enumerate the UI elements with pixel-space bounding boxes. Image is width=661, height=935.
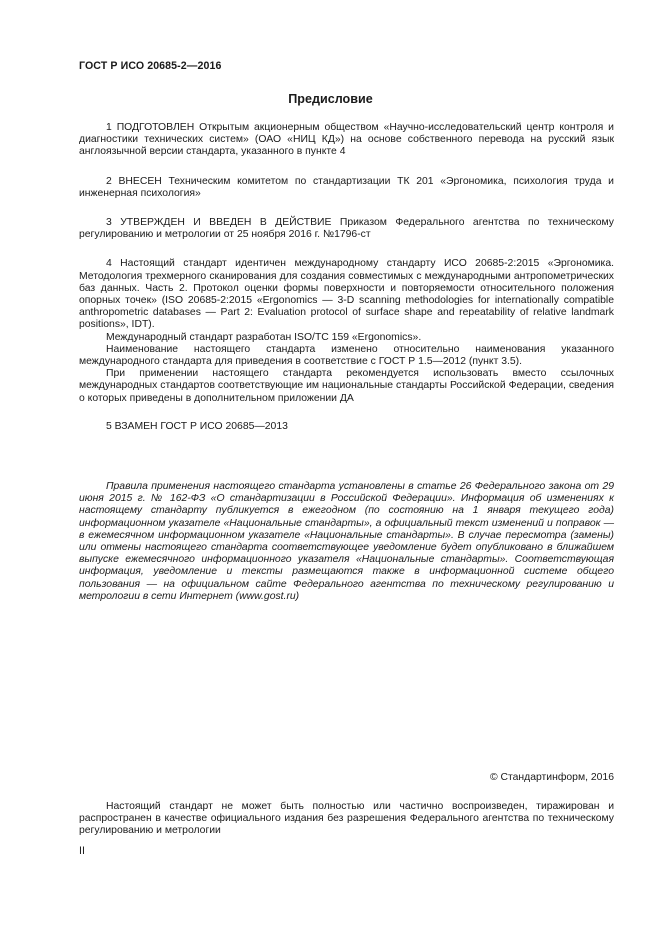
foreword-body [79, 122, 614, 433]
copyright-line: © Стандартинформ, 2016 [489, 772, 614, 783]
document-code: ГОСТ Р ИСО 20685-2—2016 [79, 60, 222, 72]
foreword-item-4-references: При применении настоящего стандарта рекомендуется использовать вместо ссылочных международных стандартов соответствующие им национальные стандарты Российской Федерации, сведения о которых приведены в дополнительном приложении ДА [79, 368, 614, 404]
foreword-item-4-developer: Международный стандарт разработан ISO/TC 159 «Ergonomics». [106, 331, 422, 343]
foreword-item-5: 5 ВЗАМЕН ГОСТ Р ИСО 20685—2013 [106, 420, 288, 432]
application-rules-notice: Правила применения настоящего стандарта установлены в статье 26 Федерального закона от 29 июня 2015 г. № 162-ФЗ «О стандартизации в Российской Федерации». Информация об изменениях к настоящему стандарту публикуется в ежегодном (по состоянию на 1 января текущего года) информационном указателе «Национальные стандарты», а официальный текст изменений и поправок — в ежемесячном информационном указателе «Национальные стандарты». В случае пересмотра (замены) или отмены настоящего стандарта соответствующее уведомление будет опубликовано в ближайшем выпуске ежемесячного информационного указателя «Национальные стандарты». Соответствующая информация, уведомление и тексты размещаются также в информационной системе общего пользования — на официальном сайте Федерального агентства по техническому регулированию и метрологии в сети Интернет (www.gost.ru) [79, 481, 614, 602]
foreword-item-4-name-change: Наименование настоящего стандарта изменено относительно наименования указанного международного стандарта для приведения в соответствие с ГОСТ Р 1.5—2012 (пункт 3.5). [79, 343, 614, 368]
page-title: Предисловие [288, 92, 373, 106]
foreword-item-2: 2 ВНЕСЕН Техническим комитетом по стандартизации ТК 201 «Эргономика, психология труда и инженерная психология» [79, 175, 614, 199]
foreword-item-4: 4 Настоящий стандарт идентичен международному стандарту ИСО 20685-2:2015 «Эргономика. Методология трехмерного сканирования для создания совместимых с международными антропометрических баз данных. Часть 2. Протокол оценки формы поверхности и повторяемости относительного положения опорных точек» (ISO 20685-2:2015 «Ergonomics — 3-D scanning methodologies for internationally compatible anthropometric databases — Part 2: Evaluation protocol of surface shape and repeatability of relative landmark positions», IDT). [79, 258, 614, 331]
foreword-item-3: 3 УТВЕРЖДЕН И ВВЕДЕН В ДЕЙСТВИЕ Приказом Федерального агентства по техническому регулированию и метрологии от 25 ноября 2016 г. №1796-ст [79, 217, 614, 241]
reproduction-note: Настоящий стандарт не может быть полностью или частично воспроизведен, тиражирован и распространен в качестве официального издания без разрешения Федерального агентства по техническому регулированию и метрологии [79, 801, 614, 837]
foreword-item-1: 1 ПОДГОТОВЛЕН Открытым акционерным обществом «Научно-исследовательский центр контроля и диагностики технических систем» (ОАО «НИЦ КД») на основе собственного перевода на русский язык англоязычной версии стандарта, указанного в пункте 4 [79, 122, 614, 158]
page-number: II [79, 845, 85, 857]
